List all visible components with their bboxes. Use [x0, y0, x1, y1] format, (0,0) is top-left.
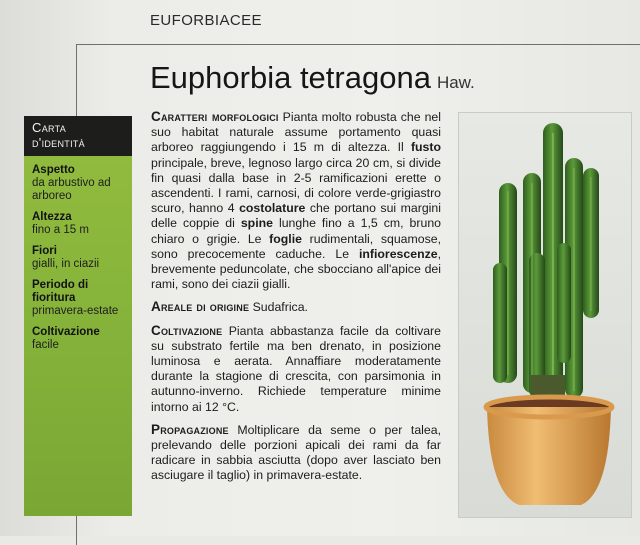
body-text: che portano sui margini delle coppie di [151, 201, 441, 231]
id-item-value: facile [32, 339, 59, 351]
id-item-label: Fiori [32, 245, 57, 257]
id-item-value: gialli, in ciazii [32, 258, 100, 270]
id-card-heading-line2: d'identità [32, 135, 85, 150]
cactus-in-pot-illustration [459, 113, 631, 517]
keyword-infiorescenze: infiorescenze [358, 246, 438, 261]
id-item-label: Periodo di fioritura [32, 279, 89, 304]
section-areale [151, 299, 441, 315]
id-item-label: Coltivazione [32, 326, 100, 338]
id-item-value: primavera-estate [32, 305, 119, 317]
species-name: Euphorbia tetragona [150, 60, 431, 95]
body-text: principale, breve, legnoso largo circa 20 cm, si divide fin quasi dalla base in 2-5 ramificazioni erette o ascendenti. I rami, carnosi, di colore verde-grigiastro scuro, hanno 4 [151, 155, 441, 216]
cactus-stems [493, 123, 599, 411]
id-item-fiori [32, 245, 132, 271]
body-text: rudimentali, squamose, sono precocemente caduche. Le [151, 231, 442, 261]
keyword-foglie: foglie [269, 231, 302, 246]
keyword-spine: spine [240, 216, 273, 231]
body-text: Pianta molto robusta che nel suo habitat naturale assume portamento quasi arboreo raggiungendo i 15 m di altezza. Il [151, 110, 441, 155]
section-heading: Caratteri morfologici [151, 109, 279, 124]
id-card-heading [24, 116, 132, 156]
id-card-list [24, 156, 132, 352]
section-caratteri [151, 109, 441, 292]
section-propagazione [151, 422, 441, 484]
id-item-label: Altezza [32, 211, 72, 223]
id-card [24, 116, 132, 516]
id-item-value: da arbustivo ad arboreo [32, 177, 111, 202]
id-item-altezza [32, 211, 132, 237]
body-text: Moltiplicare da seme o per talea, prelevando delle porzioni apicali dei rami da far radicare in sabbia asciutta (dopo aver lasciato ben asciugare il taglio) in primavera-estate. [151, 422, 441, 483]
species-author: Haw. [436, 73, 475, 92]
terracotta-pot [486, 397, 612, 505]
section-heading: Areale di origine [151, 299, 250, 315]
body-text: Sudafrica. [249, 300, 308, 315]
family-header: EUFORBIACEE [150, 12, 262, 29]
section-heading: Propagazione [151, 421, 229, 437]
id-item-value: fino a 15 m [32, 224, 89, 236]
id-item-label: Aspetto [32, 164, 75, 176]
id-card-heading-line1: Carta [32, 120, 67, 135]
keyword-costolature: costolature [239, 201, 306, 216]
id-item-aspetto [32, 164, 132, 203]
id-item-coltivazione [32, 326, 132, 352]
keyword-fusto: fusto [410, 140, 441, 155]
body-text: , brevemente peduncolate, che sbocciano all'apice dei rami, sono dei ciazii gialli. [151, 246, 441, 292]
section-heading: Coltivazione [151, 322, 223, 338]
description-column [151, 109, 441, 491]
section-coltivazione [151, 323, 441, 415]
body-text: lunghe fino a 1,5 cm, bruno chiaro o grigie. Le [151, 216, 441, 246]
species-title [150, 60, 475, 96]
body-text: Pianta abbastanza facile da coltivare su substrato fertile ma ben drenato, in posizione luminosa e aerata. Annaffiare moderatamente durante la stagione di crescita, con parsimonia in autunno-inverno. Richiede temperature minime intorno ai 12 °C. [151, 323, 441, 414]
id-item-periodo [32, 279, 132, 318]
plant-photo [458, 112, 632, 518]
